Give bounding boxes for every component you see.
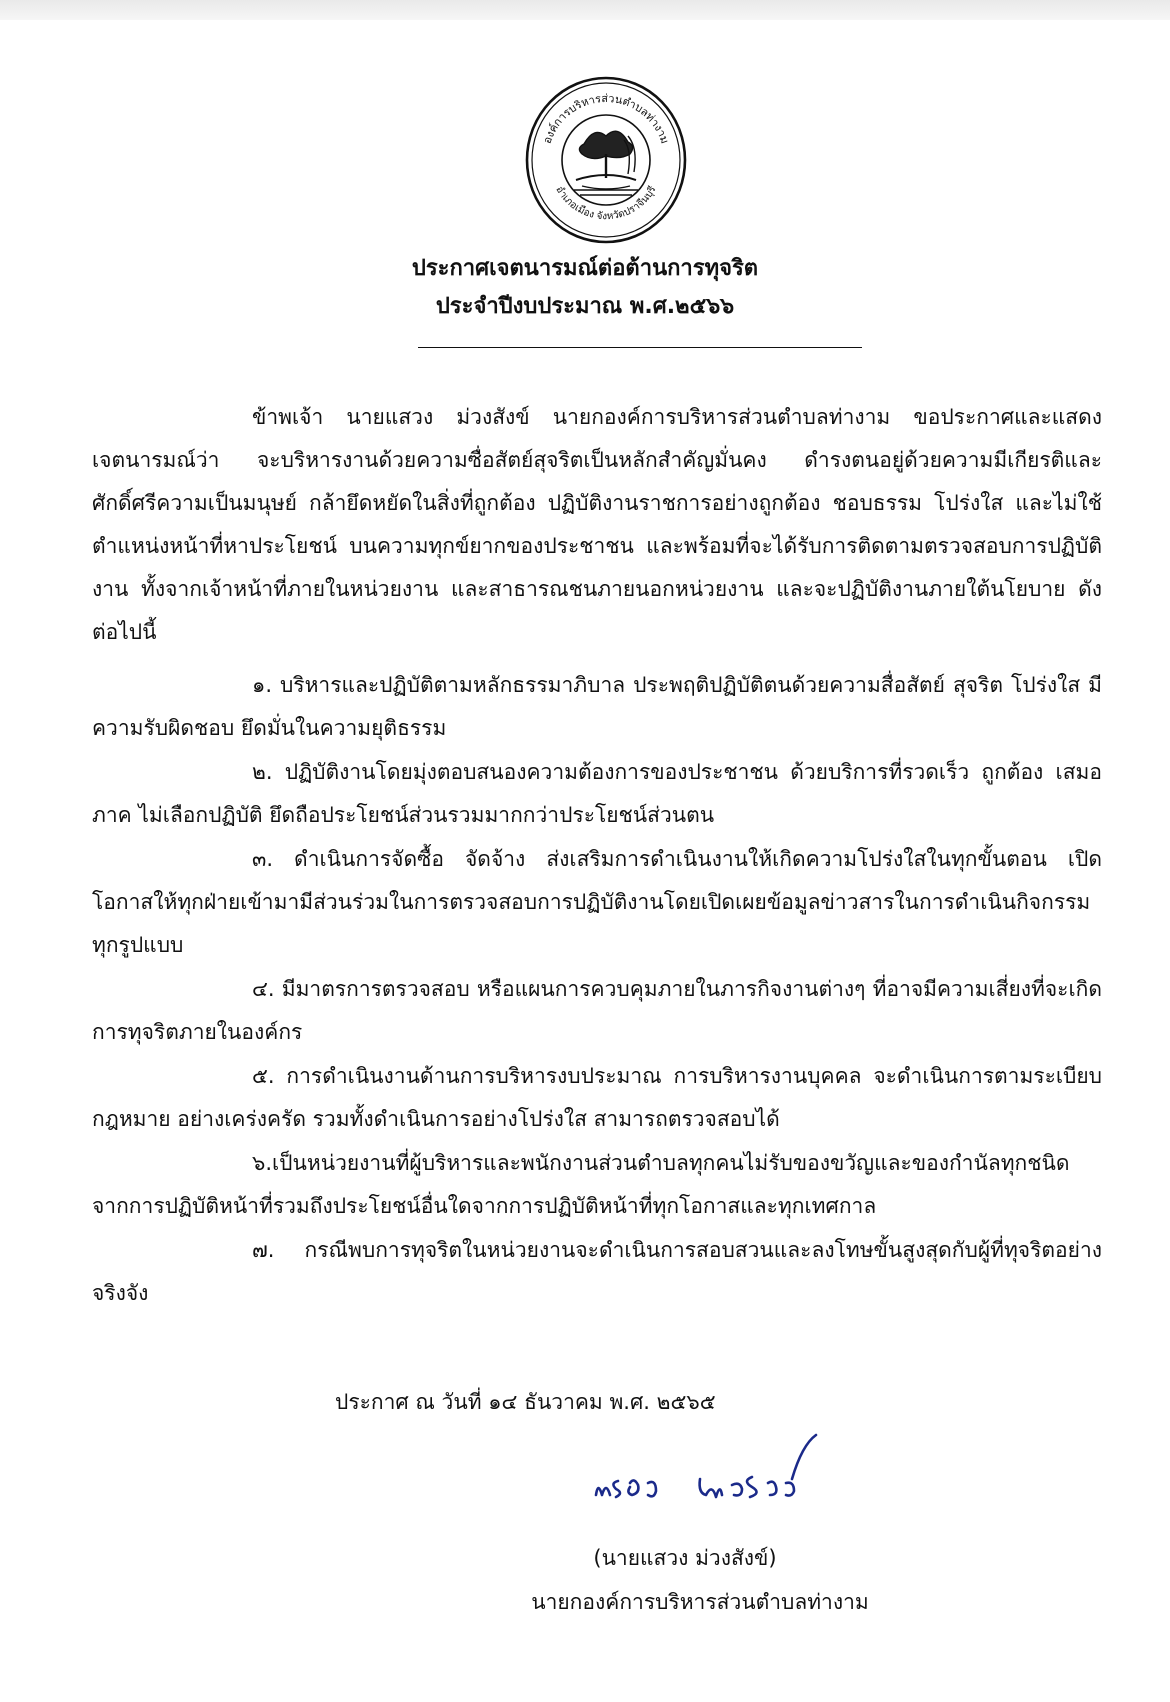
- heading-line-2: ประจำปีงบประมาณ พ.ศ.๒๕๖๖: [435, 294, 735, 319]
- top-edge: [0, 0, 1170, 20]
- handwritten-signature: [588, 1433, 878, 1523]
- heading-line-1: ประกาศเจตนารมณ์ต่อต้านการทุจริต: [411, 256, 759, 281]
- intro-paragraph: ข้าพเจ้า นายแสวง ม่วงสังข์ นายกองค์การบริหารส่วนตำบลท่างาม ขอประกาศและแสดงเจตนารมณ์ว่า จะบริหารงานด้วยความซื่อสัตย์สุจริตเป็นหลักสำคัญมั่นคง ดำรงตนอยู่ด้วยความมีเกียรติและศักดิ์ศรีความเป็นมนุษย์ กล้ายึดหยัดในสิ่งที่ถูกต้อง ปฏิบัติงานราชการอย่างถูกต้อง ชอบธรรม โปร่งใส และไม่ใช้ตำแหน่งหน้าที่หาประโยชน์ บนความทุกข์ยากของประชาชน และพร้อมที่จะได้รับการติดตามตรวจสอบการปฏิบัติงาน ทั้งจากเจ้าหน้าที่ภายในหน่วยงาน และสาธารณชนภายนอกหน่วยงาน และจะปฏิบัติงานภายใต้นโยบาย ดังต่อไปนี้: [92, 405, 1102, 644]
- policy-item: ๗. กรณีพบการทุจริตในหน่วยงานจะดำเนินการสอบสวนและลงโทษขั้นสูงสุดกับผู้ที่ทุจริตอย่างจริงจัง: [92, 1238, 1102, 1305]
- policy-item: ๔. มีมาตรการตรวจสอบ หรือแผนการควบคุมภายในภารกิจงานต่างๆ ที่อาจมีความเสี่ยงที่จะเกิดการทุจริตภายในองค์กร: [92, 977, 1102, 1044]
- organization-seal-icon: [524, 74, 688, 244]
- announcement-date: ประกาศ ณ วันที่ ๑๔ ธันวาคม พ.ศ. ๒๕๖๕: [335, 1390, 716, 1414]
- policy-item: ๕. การดำเนินงานด้านการบริหารงบประมาณ การบริหารงานบุคคล จะดำเนินการตามระเบียบกฎหมาย อย่างเคร่งครัด รวมทั้งดำเนินการอย่างโปร่งใส สามารถตรวจสอบได้: [92, 1064, 1102, 1131]
- seal-top-text: องค์การบริหารส่วนตำบลท่างาม: [540, 91, 672, 146]
- signatory-title: นายกองค์การบริหารส่วนตำบลท่างาม: [531, 1590, 869, 1614]
- signatory-name: (นายแสวง ม่วงสังข์): [593, 1546, 777, 1570]
- policy-item: ๑. บริหารและปฏิบัติตามหลักธรรมาภิบาล ประพฤติปฏิบัติตนด้วยความสื่อสัตย์ สุจริต โปร่งใส มีความรับผิดชอบ ยึดมั่นในความยุติธรรม: [92, 673, 1102, 740]
- document-body: [92, 396, 1102, 1315]
- seal-bottom-text: อำเภอเมือง จังหวัดปราจีนบุรี: [553, 184, 659, 223]
- document-page: [0, 20, 1170, 1702]
- heading-divider: [418, 347, 862, 348]
- policy-item: ๖.เป็นหน่วยงานที่ผู้บริหารและพนักงานส่วนตำบลทุกคนไม่รับของขวัญและของกำนัลทุกชนิดจากการปฏิบัติหน้าที่รวมถึงประโยชน์อื่นใดจากการปฏิบัติหน้าที่ทุกโอกาสและทุกเทศกาล: [92, 1151, 1070, 1218]
- policy-item: ๒. ปฏิบัติงานโดยมุ่งตอบสนองความต้องการของประชาชน ด้วยบริการที่รวดเร็ว ถูกต้อง เสมอภาค ไม่เลือกปฏิบัติ ยึดถือประโยชน์ส่วนรวมมากกว่าประโยชน์ส่วนตน: [92, 760, 1102, 827]
- policy-item: ๓. ดำเนินการจัดซื้อ จัดจ้าง ส่งเสริมการดำเนินงานให้เกิดความโปร่งใสในทุกขั้นตอน เปิดโอกาสให้ทุกฝ่ายเข้ามามีส่วนร่วมในการตรวจสอบการปฏิบัติงานโดยเปิดเผยข้อมูลข่าวสารในการดำเนินกิจกรรมทุกรูปแบบ: [92, 847, 1102, 957]
